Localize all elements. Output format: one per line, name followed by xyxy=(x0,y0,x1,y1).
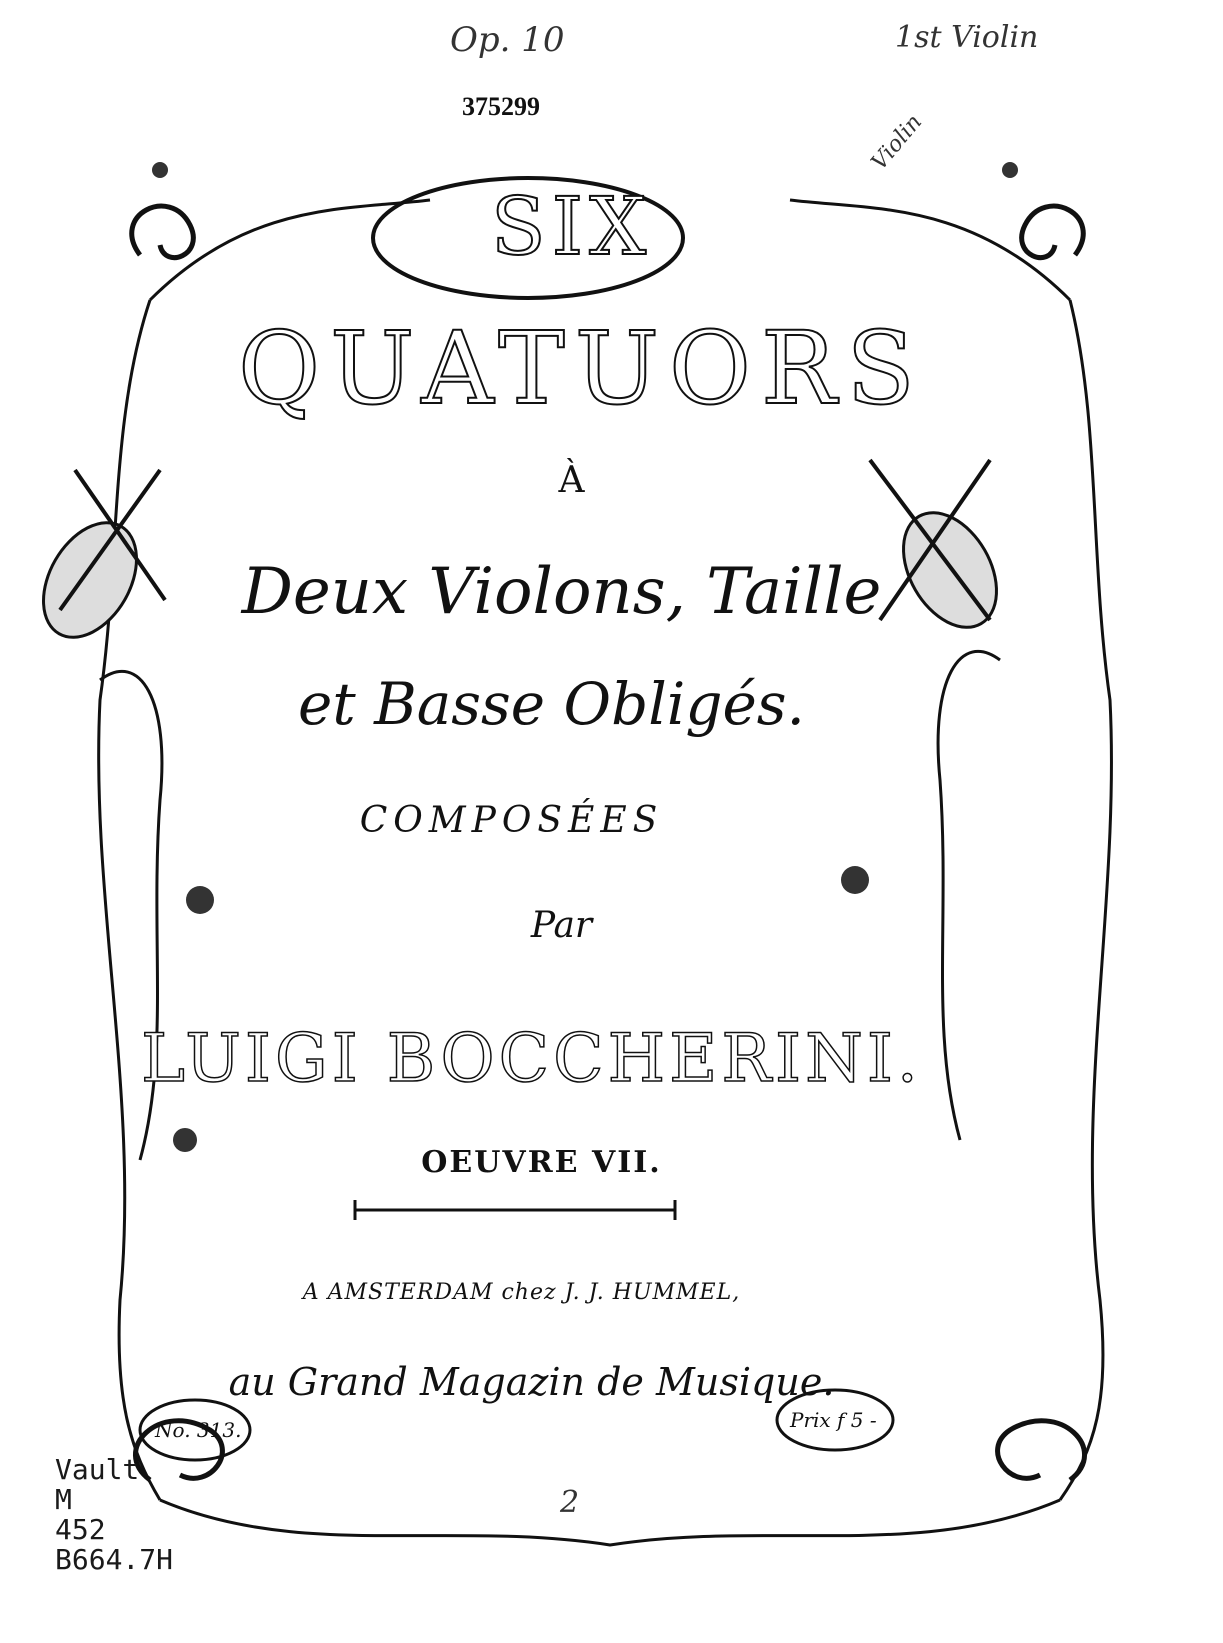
imprint-city: A AMSTERDAM chez J. J. HUMMEL, xyxy=(302,1280,741,1305)
handwritten-margin-note: Violin xyxy=(866,109,928,176)
call-number-line-1: Vault xyxy=(55,1453,140,1486)
handwritten-opus-note: Op. 10 xyxy=(450,20,565,60)
grape-cluster-right-icon xyxy=(841,866,869,894)
opus-number: OEUVRE VII. xyxy=(421,1145,662,1180)
title-genre: QUATUORS xyxy=(238,310,925,427)
accession-number: 375299 xyxy=(462,92,540,121)
call-number-line-4: B664.7H xyxy=(55,1543,174,1576)
instruments-line-1: Deux Violons, Taille xyxy=(241,555,882,629)
scroll-bottom-right xyxy=(998,1421,1085,1480)
instruments-line-2: et Basse Obligés. xyxy=(298,670,805,738)
call-number xyxy=(55,1455,173,1575)
par-label: Par xyxy=(530,905,593,946)
frame-bottom-border xyxy=(160,1500,1060,1545)
call-number-line-3: 452 xyxy=(55,1513,106,1546)
call-number-line-2: M xyxy=(55,1483,72,1516)
composer-name: LUIGI BOCCHERINI. xyxy=(141,1020,922,1097)
title-number: SIX xyxy=(490,180,653,273)
price-label: Prix f 5 - xyxy=(790,1408,877,1432)
plate-number: No. 313. xyxy=(155,1418,242,1442)
handwritten-page-mark: 2 xyxy=(560,1485,580,1520)
title-a: À xyxy=(558,460,585,501)
composed-label: COMPOSÉES xyxy=(359,800,664,841)
imprint-shop: au Grand Magazin de Musique. xyxy=(228,1360,835,1404)
handwritten-part-note: 1st Violin xyxy=(895,20,1039,55)
